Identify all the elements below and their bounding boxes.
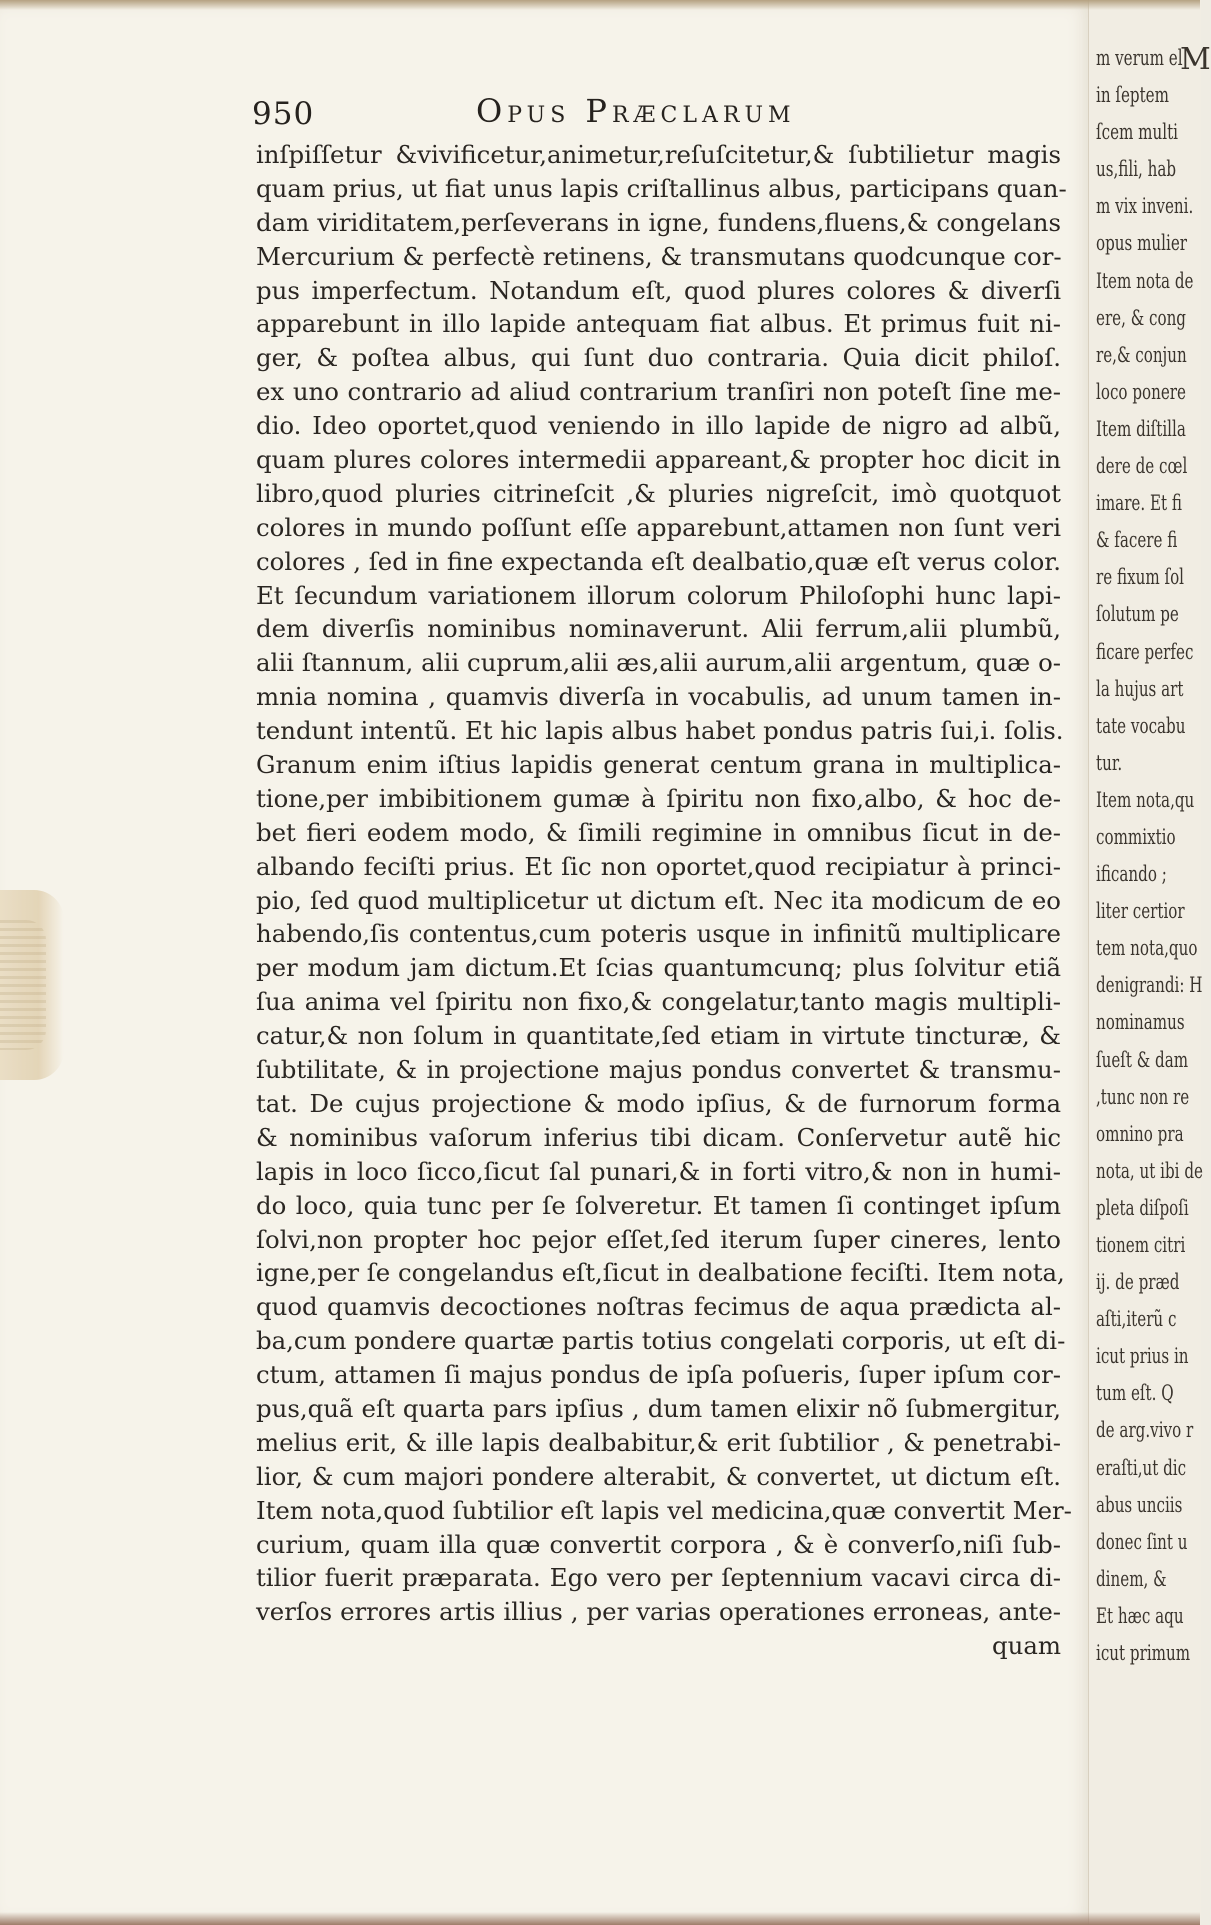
text-line: libro,quod pluries citrineſcit ,& pluries nigreſcit, imò quotquot xyxy=(256,478,1061,508)
facing-text-line: abus unciis xyxy=(1096,1492,1183,1517)
top-edge-stain xyxy=(0,0,1200,10)
body-text xyxy=(256,138,1072,1663)
text-line: lapis in loco ſicco,ſicut ſal punari,& in forti vitro,& non in humi- xyxy=(256,1156,1061,1186)
text-line: & nominibus vaſorum inferius tibi dicam. Conſervetur autẽ hic xyxy=(256,1122,1061,1152)
text-line: inſpiſſetur &vivificetur,animetur,reſuſcitetur,& ſubtilietur magis xyxy=(256,140,1061,169)
text-line: pus imperfectum. Notandum eſt, quod plures colores & diverſi xyxy=(256,275,1061,305)
text-line: quam plures colores intermedii appareant,& propter hoc dicit in xyxy=(256,445,1061,475)
facing-text-line: m verum el xyxy=(1096,46,1183,70)
text-line: tat. De cujus projectione & modo ipſius, & de furnorum forma xyxy=(256,1088,1061,1118)
catchword-line xyxy=(256,1629,1061,1663)
facing-text-line: aſti,iterũ c xyxy=(1096,1307,1177,1332)
text-line: dam viriditatem,perſeverans in igne, fundens,fluens,& congelans xyxy=(256,207,1061,237)
text-line: catur,& non ſolum in quantitate,ſed etiam in virtute tincturæ, & xyxy=(256,1021,1061,1051)
facing-text-line: icut prius in xyxy=(1096,1344,1189,1369)
facing-text-line: tionem citri xyxy=(1096,1233,1186,1257)
text-line: albando feciſti prius. Et ſic non oportet,quod recipiatur à princi- xyxy=(256,851,1061,881)
facing-text-line: ſcem multi xyxy=(1096,120,1178,145)
text-line: verſos errores artis illius , per varias operationes erroneas, ante- xyxy=(256,1597,1061,1627)
text-line: habendo,ſis contentus,cum poteris usque in infinitũ multiplicare xyxy=(256,919,1061,949)
text-line: igne,per ſe congelandus eſt,ſicut in dealbatione feciſti. Item nota, xyxy=(256,1258,1065,1288)
text-line: apparebunt in illo lapide antequam fiat albus. Et primus fuit ni- xyxy=(256,309,1061,339)
facing-text-line: eraſti,ut dic xyxy=(1096,1455,1187,1480)
facing-text-line: donec ſint u xyxy=(1096,1529,1188,1554)
facing-text-line: re,& conjun xyxy=(1096,342,1187,367)
text-line: pio, ſed quod multiplicetur ut dictum eſt. Nec ita modicum de eo xyxy=(256,885,1061,915)
facing-text-line: ſueſt & dam xyxy=(1096,1047,1189,1072)
facing-text-line: us,fili, hab xyxy=(1096,157,1177,182)
text-line: ger, & poſtea albus, qui ſunt duo contraria. Quia dicit philoſ. xyxy=(256,343,1061,373)
text-line: ctum, attamen ſi majus pondus de ipſa poſueris, ſuper ipſum cor- xyxy=(256,1360,1061,1390)
facing-text-line: de arg.vivo r xyxy=(1096,1418,1194,1443)
page-header xyxy=(252,92,1060,136)
facing-text-line: pleta diſpoſi xyxy=(1096,1195,1189,1220)
text-line: melius erit, & ille lapis dealbabitur,& erit ſubtilior , & penetrabi- xyxy=(256,1427,1061,1457)
text-line: ſua anima vel ſpiritu non fixo,& congelatur,tanto magis multipli- xyxy=(256,987,1061,1017)
facing-text-line: tum eſt. Q xyxy=(1096,1381,1174,1406)
text-line: ſolvi,non propter hoc pejor eſſet,ſed iterum ſuper cineres, lento xyxy=(256,1224,1061,1254)
facing-text-line: denigrandi: H xyxy=(1096,973,1203,998)
running-head: Opus Præclarum xyxy=(476,92,796,130)
text-line: alii ſtannum, alii cuprum,alii æs,alii aurum,alii argentum, quæ o- xyxy=(256,648,1061,678)
text-line: ba,cum pondere quartæ partis totius congelati corporis, ut eſt di- xyxy=(256,1326,1066,1356)
facing-text-line: Item nota,qu xyxy=(1096,787,1195,812)
facing-page-head: M xyxy=(1180,42,1211,77)
text-line: do loco, quia tunc per ſe ſolveretur. Et tamen ſi continget ipſum xyxy=(256,1190,1061,1220)
facing-text-line: nominamus xyxy=(1096,1010,1185,1035)
facing-text-line: tem nota,quo xyxy=(1096,936,1198,961)
text-line: quod quamvis decoctiones noſtras fecimus de aqua prædicta al- xyxy=(256,1292,1061,1322)
text-line: dem diverſis nominibus nominaverunt. Alii ferrum,alii plumbũ, xyxy=(256,614,1061,644)
text-line: Mercurium & perfectè retinens, & transmutans quodcunque cor- xyxy=(256,241,1062,271)
text-line: colores in mundo poſſunt eſſe apparebunt,attamen non ſunt veri xyxy=(256,512,1061,542)
text-line: tendunt intentũ. Et hic lapis albus habet pondus patris ſui,i. ſolis. xyxy=(256,716,1064,746)
facing-text-line: ij. de præd xyxy=(1096,1270,1180,1295)
facing-text-line: loco ponere xyxy=(1096,379,1186,404)
facing-text-line: Item diſtilla xyxy=(1096,416,1186,441)
facing-text-line: m vix inveni. xyxy=(1096,194,1194,219)
text-line: pus,quã eſt quarta pars ipſius , dum tamen elixir nõ ſubmergitur, xyxy=(256,1393,1061,1423)
text-line: Item nota,quod ſubtilior eſt lapis vel medicina,quæ convertit Mer- xyxy=(256,1495,1072,1525)
text-line: ex uno contrario ad aliud contrarium tranſiri non poteſt ſine me- xyxy=(256,377,1061,407)
text-line: quam prius, ut fiat unus lapis criſtallinus albus, participans quan- xyxy=(256,173,1067,203)
facing-text-line: dere de cœl xyxy=(1096,454,1188,479)
catchword: quam xyxy=(992,1631,1061,1661)
facing-text-line: la hujus art xyxy=(1096,676,1184,701)
text-line: tione,per imbibitionem gumæ à ſpiritu non fixo,albo, & hoc de- xyxy=(256,783,1061,813)
facing-text-line: icut primum xyxy=(1096,1641,1191,1666)
text-line: dio. Ideo oportet,quod veniendo in illo lapide de nigro ad albũ, xyxy=(256,411,1061,441)
facing-text-line: ſolutum pe xyxy=(1096,602,1179,627)
facing-text-line: ficare perfec xyxy=(1096,639,1194,664)
facing-text-line: imare. Et fi xyxy=(1096,491,1182,516)
bottom-edge-stain xyxy=(0,1912,1200,1925)
text-line: mnia nomina , quamvis diverſa in vocabulis, ad unum tamen in- xyxy=(256,682,1061,712)
text-line: Et ſecundum variationem illorum colorum Philoſophi hunc lapi- xyxy=(256,580,1061,610)
facing-text-line: tate vocabu xyxy=(1096,713,1186,738)
facing-text-line: ere, & cong xyxy=(1096,305,1186,330)
facing-text-line: Et hæc aqu xyxy=(1096,1603,1184,1628)
facing-text-line: in ſeptem xyxy=(1096,83,1169,108)
text-line: colores , ſed in fine expectanda eſt dealbatio,quæ eſt verus color. xyxy=(256,546,1061,576)
facing-text-line: tur. xyxy=(1096,750,1123,775)
facing-text-line: ,tunc non re xyxy=(1096,1084,1190,1109)
facing-text-line: re fixum ſol xyxy=(1096,565,1185,590)
page-number: 950 xyxy=(252,96,315,132)
text-line: curium, quam illa quæ convertit corpora , & è converſo,niſi ſub- xyxy=(256,1529,1061,1559)
facing-text-line: liter certior xyxy=(1096,899,1185,924)
facing-text-line: omnino pra xyxy=(1096,1121,1184,1146)
text-line: Granum enim iſtius lapidis generat centum grana in multiplica- xyxy=(256,750,1061,780)
facing-text-line: nota, ut ibi de xyxy=(1096,1158,1203,1183)
facing-text-line: opus mulier xyxy=(1096,231,1188,256)
facing-text-line: ificando ; xyxy=(1096,862,1167,887)
facing-text-line: & facere fi xyxy=(1096,528,1178,553)
facing-text-line: dinem, & xyxy=(1096,1566,1167,1591)
text-line: lior, & cum majori pondere alterabit, & convertet, ut dictum eſt. xyxy=(256,1461,1061,1491)
facing-page-text xyxy=(1096,40,1203,1672)
paper-tab-mark xyxy=(0,890,64,1080)
facing-text-line: Item nota de xyxy=(1096,268,1194,293)
text-line: bet fieri eodem modo, & ſimili regimine in omnibus ſicut in de- xyxy=(256,817,1061,847)
facing-text-line: commixtio xyxy=(1096,824,1176,849)
text-line: ſubtilitate, & in projectione majus pondus convertet & transmu- xyxy=(256,1055,1061,1085)
text-line: tilior fuerit præparata. Ego vero per ſeptennium vacavi circa di- xyxy=(256,1563,1061,1593)
text-line: per modum jam dictum.Et ſcias quantumcunq; plus ſolvitur etiã xyxy=(256,953,1061,983)
